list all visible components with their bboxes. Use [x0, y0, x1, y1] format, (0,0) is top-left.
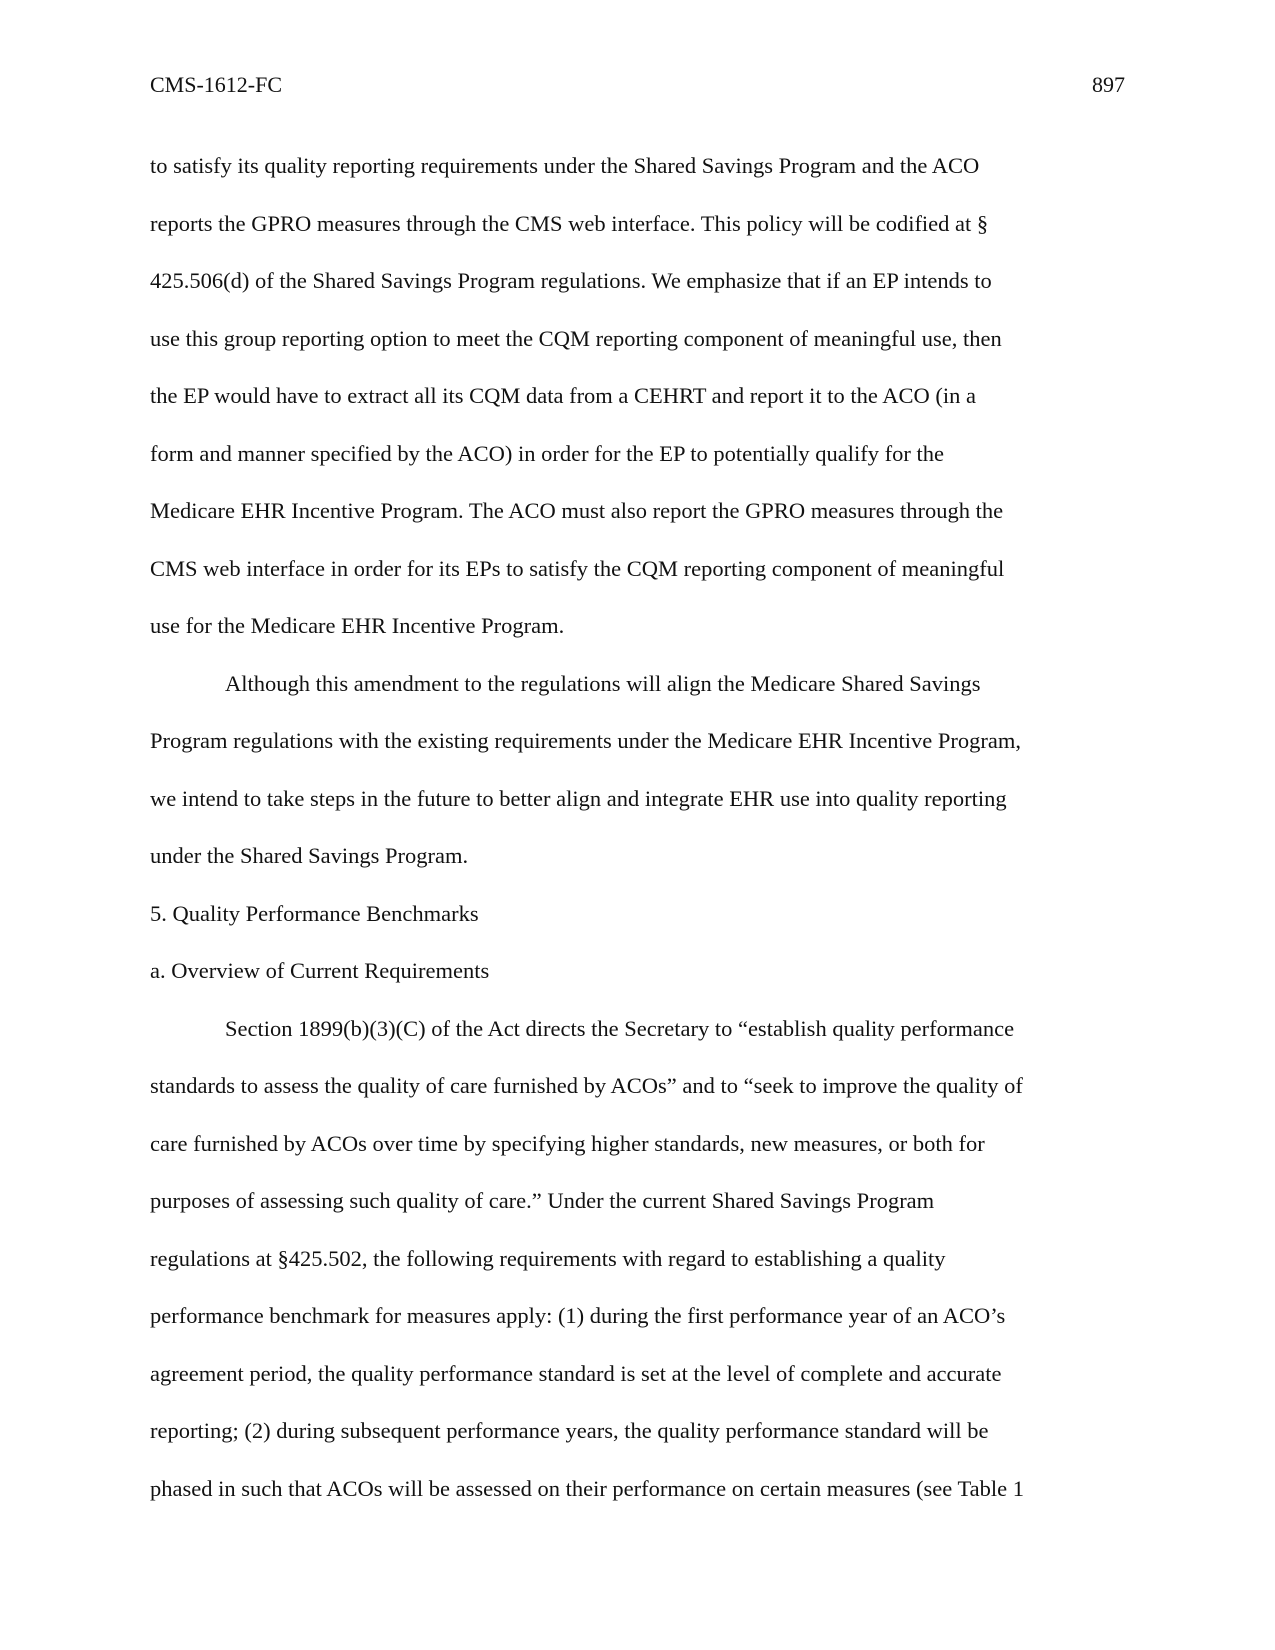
text-line: phased in such that ACOs will be assessed on their performance on certain measures (see Table 1	[150, 1475, 1024, 1501]
text-line: purposes of assessing such quality of care.” Under the current Shared Savings Program	[150, 1188, 935, 1213]
text-line: care furnished by ACOs over time by specifying higher standards, new measures, or both for	[150, 1130, 985, 1156]
paragraph-first-line: Section 1899(b)(3)(C) of the Act directs the Secretary to “establish quality performance	[225, 1015, 1015, 1041]
text-line: under the Shared Savings Program.	[150, 843, 469, 868]
text-line: reporting; (2) during subsequent performance years, the quality performance standard will be	[150, 1418, 989, 1443]
document-id: CMS-1612-FC	[150, 72, 283, 97]
paragraph-first-line: Although this amendment to the regulations will align the Medicare Shared Savings	[225, 670, 981, 696]
text-line: use this group reporting option to meet the CQM reporting component of meaningful use, then	[150, 325, 1002, 351]
body-text	[150, 150, 1130, 1530]
text-line: use for the Medicare EHR Incentive Program.	[150, 613, 565, 638]
text-line: form and manner specified by the ACO) in order for the EP to potentially qualify for the	[150, 440, 944, 466]
text-line: CMS web interface in order for its EPs to satisfy the CQM reporting component of meaningful	[150, 555, 1005, 581]
text-line: 425.506(d) of the Shared Savings Program regulations. We emphasize that if an EP intends to	[150, 268, 992, 293]
text-line: Program regulations with the existing requirements under the Medicare EHR Incentive Program,	[150, 728, 1022, 753]
text-line: regulations at §425.502, the following requirements with regard to establishing a quality	[150, 1245, 946, 1271]
text-line: to satisfy its quality reporting requirements under the Shared Savings Program and the ACO	[150, 153, 980, 178]
page-number: 897	[1092, 72, 1125, 97]
text-line: we intend to take steps in the future to better align and integrate EHR use into quality reporting	[150, 785, 1007, 811]
subsection-heading: a. Overview of Current Requirements	[150, 958, 490, 983]
text-line: the EP would have to extract all its CQM data from a CEHRT and report it to the ACO (in a	[150, 383, 976, 408]
text-line: Medicare EHR Incentive Program. The ACO must also report the GPRO measures through the	[150, 498, 1004, 523]
text-line: reports the GPRO measures through the CMS web interface. This policy will be codified at §	[150, 210, 989, 236]
text-line: standards to assess the quality of care furnished by ACOs” and to “seek to improve the quality of	[150, 1073, 1023, 1098]
text-line: performance benchmark for measures apply: (1) during the first performance year of an ACO’s	[150, 1303, 1006, 1328]
text-line: agreement period, the quality performance standard is set at the level of complete and accurate	[150, 1360, 1002, 1386]
section-heading: 5. Quality Performance Benchmarks	[150, 900, 479, 926]
